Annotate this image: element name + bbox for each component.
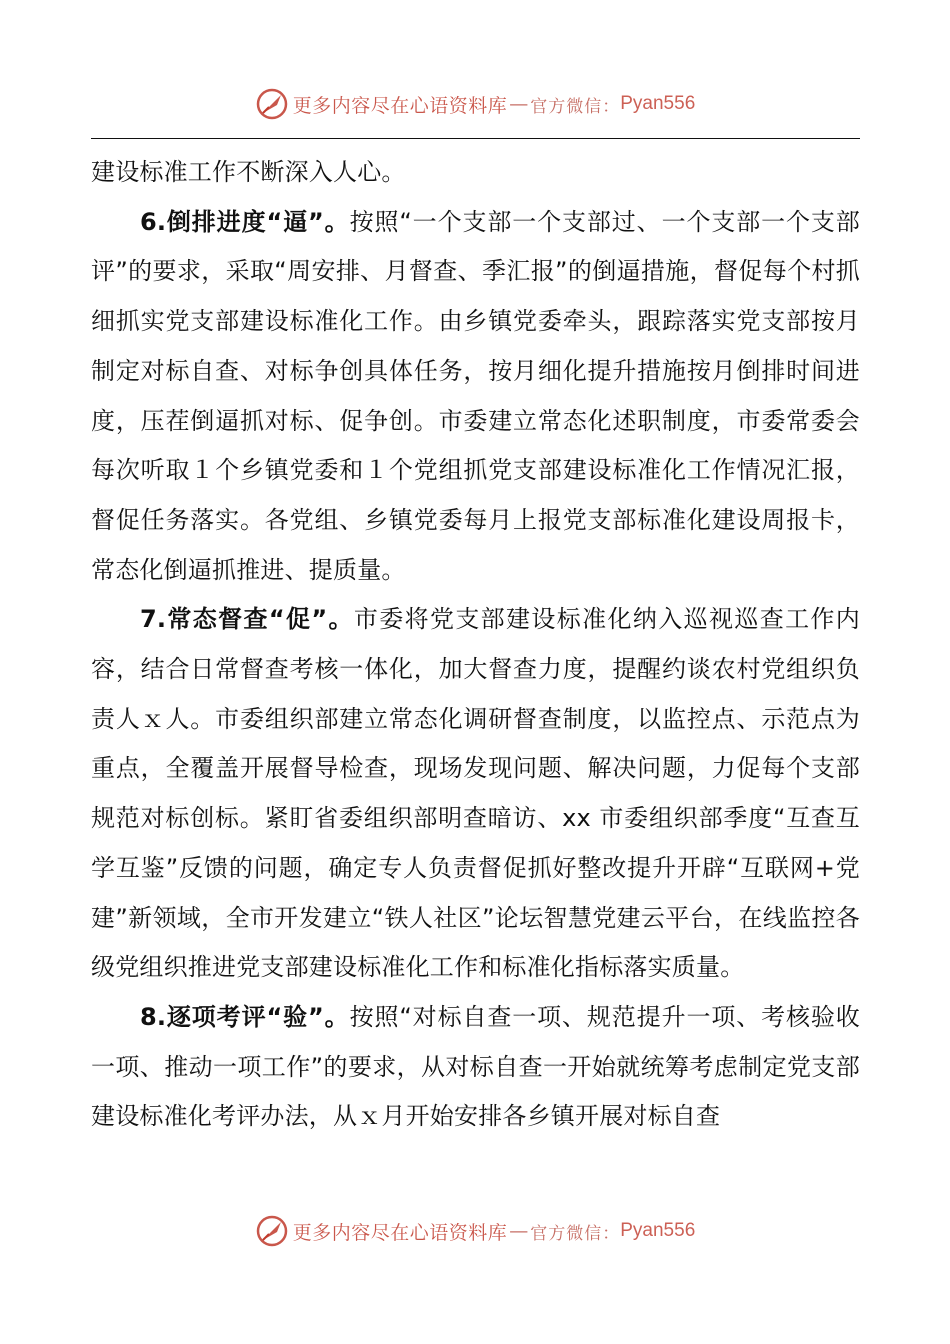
watermark-text: 更多内容尽在心语资料库 <box>292 1221 508 1244</box>
paragraph-text: 按照“对标自查一项、规范提升一项、考核验收一项、推动一项工作”的要求，从对标自查一开始就统筹考虑制定党支部建设标准化考评办法，从ｘ月开始安排各乡镇开展对标自查 <box>91 1002 860 1131</box>
document-body <box>91 148 860 1142</box>
section-heading-6: 6.倒排进度“逼”。 <box>140 207 350 236</box>
watermark-sub: 官方微信： <box>530 1223 621 1244</box>
paragraph-6 <box>91 198 860 596</box>
watermark-sub: 官方微信： <box>530 96 621 117</box>
watermark-id: Pyan556 <box>620 1220 696 1241</box>
watermark-separator: — <box>509 1220 529 1242</box>
paragraph-continuation <box>91 148 860 198</box>
header-rule <box>91 138 860 139</box>
paragraph-8 <box>91 993 860 1142</box>
quill-logo-icon <box>255 87 289 121</box>
paragraph-text: 建设标准工作不断深入人心。 <box>91 158 406 186</box>
watermark-footer <box>0 1209 950 1253</box>
watermark-separator: — <box>509 93 529 115</box>
section-heading-7: 7.常态督查“促”。 <box>140 605 354 634</box>
paragraph-text: 市委将党支部建设标准化纳入巡视巡查工作内容，结合日常督查考核一体化，加大督查力度，提醒约谈农村党组织负责人ｘ人。市委组织部建立常态化调研督查制度，以监控点、示范点为重点，全覆盖开展督导检查，现场发现问题、解决问题，力促每个支部规范对标创标。紧盯省委组织部明查暗访、xx 市委组织部季度“互查互学互鉴”反馈的问题，确定专人负责督促抓好整改提升开辟“互联网+党建”新领域，全市开发建立“铁人社区”论坛智慧党建云平台，在线监控各级党组织推进党支部建设标准化工作和标准化指标落实质量。 <box>91 605 860 982</box>
watermark-id: Pyan556 <box>620 93 696 114</box>
watermark-header <box>0 82 950 126</box>
paragraph-7 <box>91 595 860 993</box>
paragraph-text: 按照“一个支部一个支部过、一个支部一个支部评”的要求，采取“周安排、月督查、季汇报”的倒逼措施，督促每个村抓细抓实党支部建设标准化工作。由乡镇党委牵头，跟踪落实党支部按月制定对标自查、对标争创具体任务，按月细化提升措施按月倒排时间进度，压茬倒逼抓对标、促争创。市委建立常态化述职制度，市委常委会每次听取１个乡镇党委和１个党组抓党支部建设标准化工作情况汇报，督促任务落实。各党组、乡镇党委每月上报党支部标准化建设周报卡，常态化倒逼抓推进、提质量。 <box>91 207 860 584</box>
section-heading-8: 8.逐项考评“验”。 <box>140 1002 350 1031</box>
quill-logo-icon <box>255 1214 289 1248</box>
watermark-text: 更多内容尽在心语资料库 <box>292 94 508 117</box>
